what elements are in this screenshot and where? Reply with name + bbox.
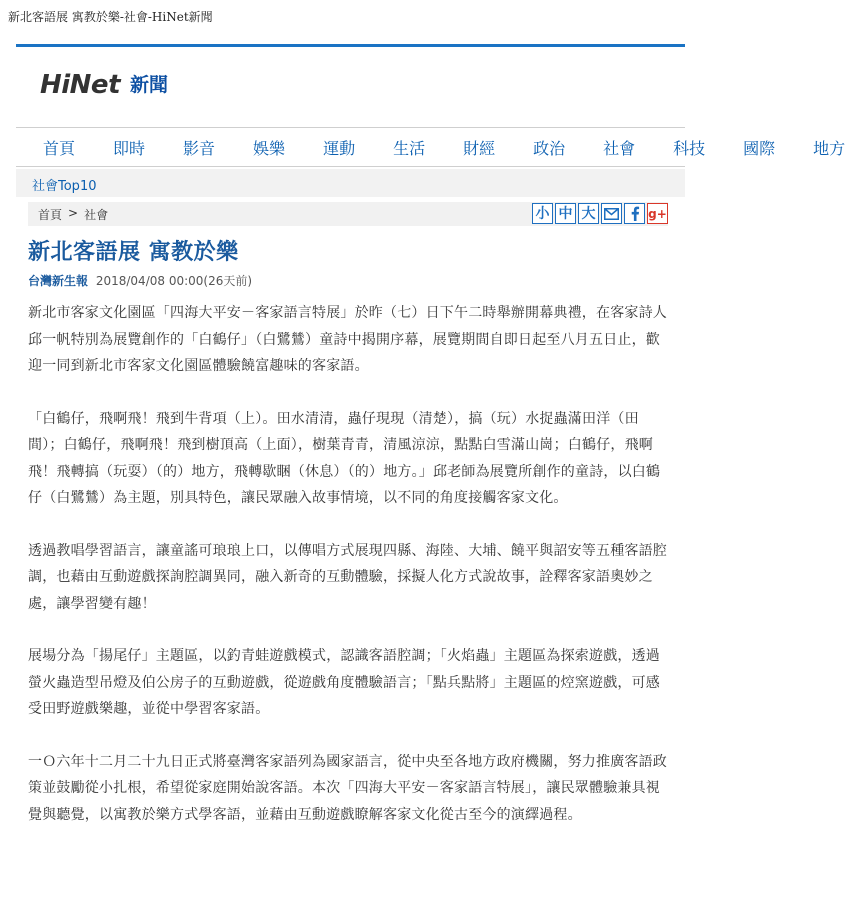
nav-item-politics[interactable]: 政治 (533, 138, 566, 158)
facebook-icon[interactable] (624, 203, 645, 224)
subnav-bar (16, 169, 685, 197)
nav-item-society[interactable]: 社會 (603, 138, 636, 158)
breadcrumb-home[interactable]: 首頁 (38, 208, 63, 222)
window-title: 新北客語展 寓教於樂-社會-HiNet新聞 (8, 10, 213, 24)
article-body (28, 300, 668, 854)
nav-item-international[interactable]: 國際 (743, 138, 776, 158)
article-meta (28, 272, 252, 289)
nav-item-finance[interactable]: 財經 (463, 138, 496, 158)
google-plus-icon[interactable]: g+ (647, 203, 668, 224)
article-source[interactable]: 台灣新生報 (28, 274, 89, 288)
share-toolbar (532, 203, 668, 224)
main-nav (16, 128, 846, 166)
subnav-society-top10[interactable]: 社會Top10 (32, 179, 97, 194)
font-small-button[interactable]: 小 (532, 203, 553, 224)
article-paragraph: 展場分為「揚尾仔」主題區，以釣青蛙遊戲模式，認識客語腔調；「火焰蟲」主題區為探索遊戲，透過螢火蟲造型吊燈及伯公房子的互動遊戲，從遊戲角度體驗語言；「點兵點將」主題區的焢窯遊戲，可感受田野遊戲樂趣，並從中學習客家語。 (28, 648, 660, 717)
nav-item-entertainment[interactable]: 娛樂 (253, 138, 286, 158)
breadcrumb (38, 206, 108, 223)
top-divider (16, 44, 685, 47)
nav-item-life[interactable]: 生活 (393, 138, 426, 158)
nav-item-video[interactable]: 影音 (183, 138, 216, 158)
nav-item-tech[interactable]: 科技 (673, 138, 706, 158)
article-paragraph: 透過教唱學習語言，讓童謠可琅琅上口，以傳唱方式展現四縣、海陸、大埔、饒平與詔安等五種客語腔調，也藉由互動遊戲探詢腔調異同，融入新奇的互動體驗，採擬人化方式說故事，詮釋客家語奧妙之處，讓學習變有趣！ (28, 542, 667, 612)
article-datetime: 2018/04/08 00:00(26天前) (95, 274, 253, 288)
article-paragraph: 「白鶴仔，飛啊飛！飛到牛背項（上）。田水清清，蟲仔現現（清楚），搞（玩）水捉蟲滿田洋（田間）；白鶴仔，飛啊飛！飛到樹頂高（上面），樹葉青青，清風涼涼，點點白雪滿山崗；白鶴仔，飛啊飛！飛轉搞（玩耍）（的）地方，飛轉歇睏（休息）（的）地方。」邱老師為展覽所創作的童詩，以白鶴仔（白鷺鷥）為主題，別具特色，讓民眾融入故事情境，以不同的角度接觸客家文化。 (28, 410, 661, 506)
nav-item-local[interactable]: 地方 (813, 138, 846, 158)
font-large-button[interactable]: 大 (578, 203, 599, 224)
article-paragraph: 一Ｏ六年十二月二十九日正式將臺灣客家語列為國家語言，從中央至各地方政府機關，努力推廣客語政策並鼓勵從小扎根，希望從家庭開始說客語。本次「四海大平安－客家語言特展」，讓民眾體驗兼具視覺與聽覺，以寓教於樂方式學客語，並藉由互動遊戲瞭解客家文化從古至今的演繹過程。 (28, 753, 667, 823)
nav-item-sports[interactable]: 運動 (323, 138, 356, 158)
nav-item-home[interactable]: 首頁 (43, 138, 76, 158)
logo-section: 新聞 (130, 74, 169, 96)
nav-item-realtime[interactable]: 即時 (113, 138, 146, 158)
logo-brand: HiNet (40, 70, 120, 100)
article-headline: 新北客語展 寓教於樂 (28, 240, 239, 265)
email-icon[interactable] (601, 203, 622, 224)
breadcrumb-current[interactable]: 社會 (84, 208, 109, 222)
breadcrumb-bar (28, 202, 668, 226)
breadcrumb-separator: > (68, 206, 79, 220)
hinet-news-logo[interactable] (40, 72, 168, 98)
nav-bottom-divider (16, 166, 685, 167)
font-medium-button[interactable]: 中 (555, 203, 576, 224)
article-paragraph: 新北市客家文化園區「四海大平安－客家語言特展」於昨（七）日下午二時舉辦開幕典禮，在客家詩人邱一帆特別為展覽創作的「白鶴仔」（白鷺鷥）童詩中揭開序幕，展覽期間自即日起至八月五日止，歡迎一同到新北市客家文化園區體驗饒富趣味的客家語。 (28, 305, 667, 374)
